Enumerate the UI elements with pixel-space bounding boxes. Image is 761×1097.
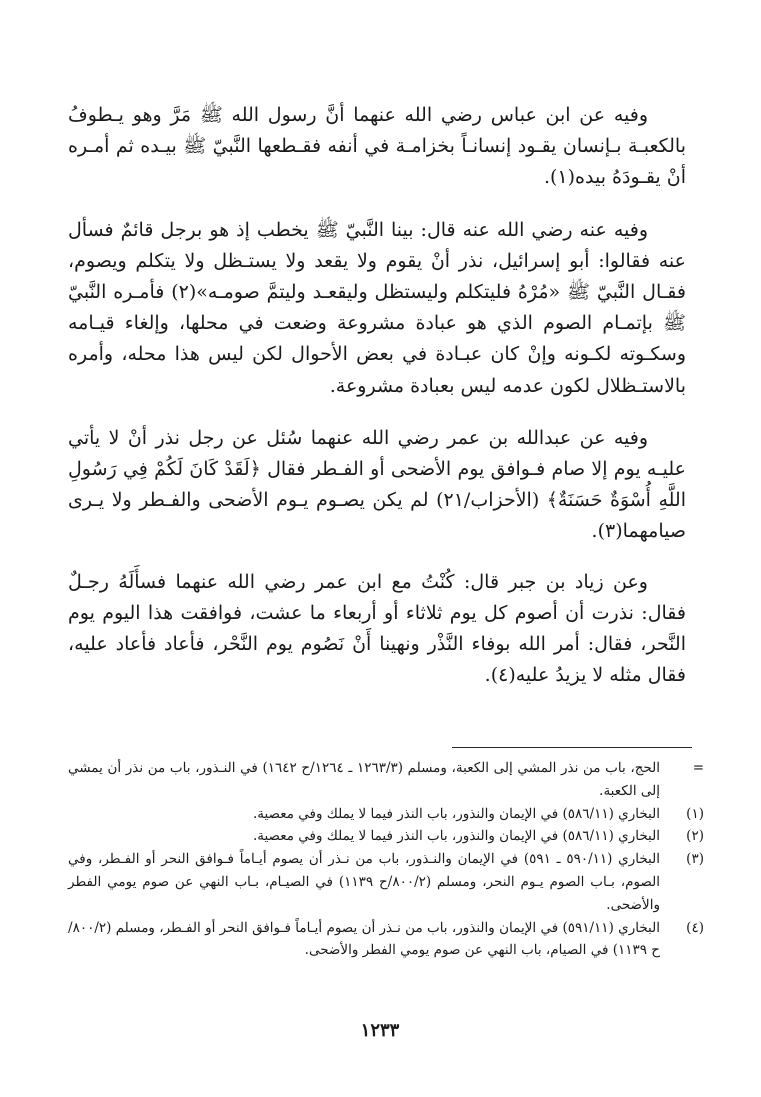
footnote bbox=[68, 825, 708, 848]
footnote bbox=[68, 917, 708, 963]
page-number: ١٢٣٣ bbox=[360, 1020, 400, 1041]
footnote-number: (٤) bbox=[686, 919, 704, 936]
footnote bbox=[68, 803, 708, 826]
footnote-text: البخاري (٥٩١/١١) في الإيمان والنذور، باب من نـذر أن يصوم أيـاماً فـوافق النحر أو الفـطر، ومسلم (٨٠٠/٢/ح ١١٣٩) في الصيام، باب النهي عن صوم يومي الفطر والأضحى. bbox=[68, 919, 660, 959]
paragraph: وفيه عن عبدالله بن عمر رضي الله عنهما سُئل عن رجل نذر أنْ لا يأتي عليـه يوم إلا صام فـوافق يوم الأضحى أو الفـطر فقال ﴿لَقَدْ كَانَ لَكُمْ فِي رَسُولِ اللَّهِ أُسْوَةٌ حَسَنَةٌ﴾ (الأحزاب/٢١) لم يكن يصـوم يـوم الأضحى والفـطر ولا يـرى صيامهما(٣). bbox=[68, 426, 687, 543]
footnote bbox=[68, 848, 708, 916]
footnote-number: (٢) bbox=[686, 828, 704, 845]
paragraph: وفيه عن ابن عباس رضي الله عنهما أنَّ رسول الله ﷺ مَرَّ وهو يـطوفُ بالكعبـة بـإنسان يقـود إنسانـاً بخزامـة في أنفه فقـطعها النَّبيّ ﷺ بيـده ثم أمـره أنْ يقـودَهُ بيده(١). bbox=[68, 104, 686, 189]
paragraph: وفيه عنه رضي الله عنه قال: بينا النَّبيّ ﷺ يخطب إذ هو برجل قائمٌ فسأل عنه فقالوا: أبو إسرائيل، نذر أنْ يقوم ولا يقعد ولا يستـظل ولا يتكلم ويصوم، فقـال النَّبيّ ﷺ «مُرْهُ فليتكلم وليستظل وليقعـد وليتمَّ صومـه»(٢) فأمـره النَّبيّ ﷺ بإتمـام الصوم الذي هو عبادة مشروعة وضعت في محلها، وإلغاء قيـامه وسكـوته لكـونه وإنْ كان عبـادة في بعض الأحوال لكن ليس هذا محله، وأمره بالاستـظلال لكون عدمه ليس بعبادة مشروعة. bbox=[68, 218, 686, 397]
footnote bbox=[68, 757, 708, 803]
footnote-number: = bbox=[692, 760, 704, 776]
footnote-number: (٣) bbox=[686, 851, 704, 868]
footnotes bbox=[68, 757, 708, 962]
footnote-text: البخاري (٥٩٠/١١ ـ ٥٩١) في الإيمان والنـذور، باب من نـذر أن يصوم أيـاماً فـوافق النحر أو الفـطر، وفي الصوم، بـاب الصوم يـوم النحر، ومسلم (٨٠٠/٢/ح ١١٣٩) في الصيـام، بـاب النهي عن صوم يومي الفطر والأضحى. bbox=[68, 851, 660, 913]
paragraph: وعن زياد بن جبر قال: كُنْتُ مع ابن عمر رضي الله عنهما فسأَلَهُ رجـلٌ فقال: نذرت أن أصوم كل يوم ثلاثاء أو أربعاء ما عشت، فوافقت هذا اليوم يوم النَّحر، فقال: أمر الله بوفاء النَّذْر ونهينا أَنْ نَصُوم يوم النَّحْر، فأعاد فأعاد عليه، فقال مثله لا يزيدُ عليه(٤). bbox=[68, 570, 686, 687]
footnote-number: (١) bbox=[686, 805, 704, 822]
footnote-text: الحج، باب من نذر المشي إلى الكعبة، ومسلم (١٢٦٣/٣ ـ ١٢٦٤/ح ١٦٤٢) في النـذور، باب من نذر أن يمشي إلى الكعبة. bbox=[68, 760, 661, 799]
footnote-separator bbox=[452, 747, 692, 748]
footnote-text: البخاري (٥٨٦/١١) في الإيمان والنذور، باب النذر فيما لا يملك وفي معصية. bbox=[252, 828, 660, 845]
main-text bbox=[68, 100, 686, 712]
footnote-text: البخاري (٥٨٦/١١) في الإيمان والنذور، باب النذر فيما لا يملك وفي معصية. bbox=[252, 805, 660, 822]
